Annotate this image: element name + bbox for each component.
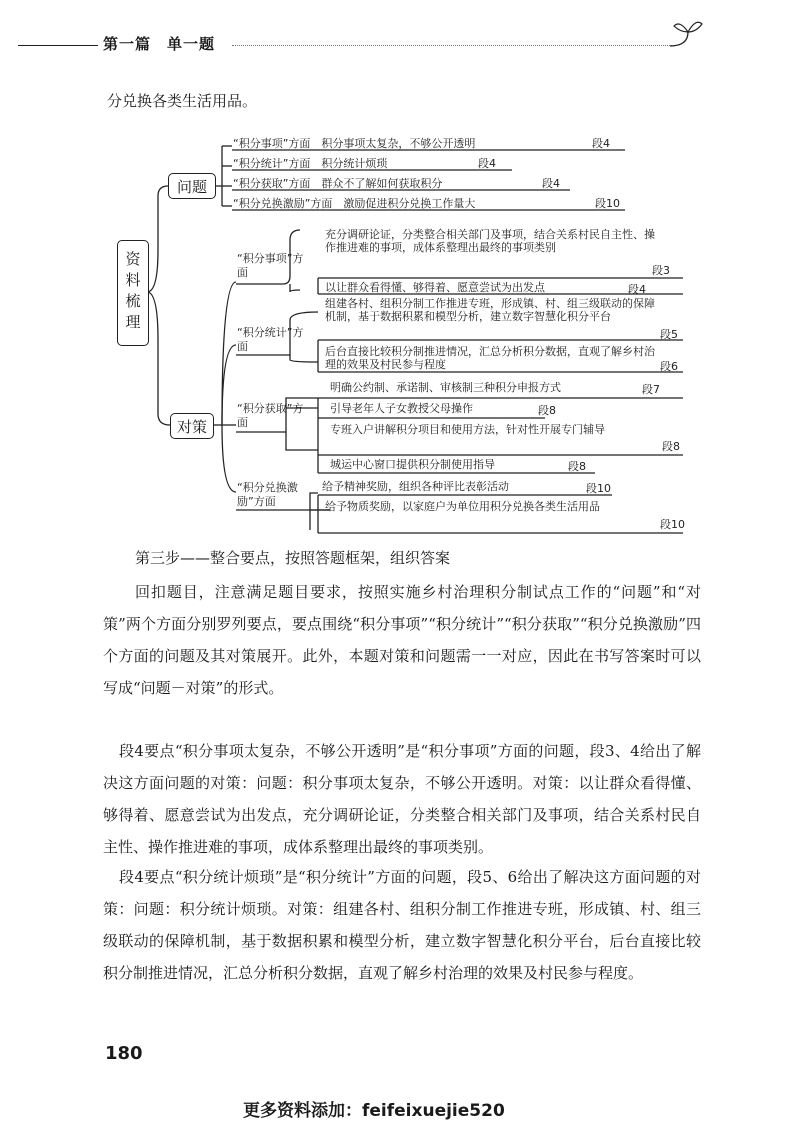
- intro-text: 分兑换各类生活用品。: [107, 92, 258, 110]
- paragraph-ref: 段10: [586, 482, 611, 495]
- problem-item: “积分统计”方面 积分统计烦琐: [233, 157, 388, 170]
- solution-item: 给予物质奖励，以家庭户为单位用积分兑换各类生活用品: [325, 500, 600, 513]
- solution-item: 专班入户讲解积分项目和使用方法，针对性开展专门辅导: [330, 423, 605, 436]
- paragraph-ref: 段4: [478, 157, 496, 170]
- page-number: 180: [105, 1043, 143, 1064]
- solution-category-label: “积分事项”方面: [237, 252, 304, 279]
- paragraph-ref: 段3: [652, 264, 670, 277]
- paragraph-ref: 段4: [542, 177, 560, 190]
- solution-category-label: “积分获取”方面: [237, 402, 304, 429]
- solution-category-label: “积分统计”方面: [237, 326, 304, 353]
- solutions-branch-node: 对策: [170, 413, 214, 439]
- paragraph-ref: 段4: [592, 137, 610, 150]
- paragraph-ref: 段5: [660, 328, 678, 341]
- problem-item: “积分兑换激励”方面 激励促进积分兑换工作量大: [233, 197, 476, 210]
- paragraph-ref: 段8: [662, 440, 680, 453]
- solution-item: 城运中心窗口提供积分制使用指导: [330, 458, 495, 471]
- paragraph-ref: 段10: [595, 197, 620, 210]
- running-header-title: 第一篇 单一题: [103, 35, 216, 53]
- paragraph-ref: 段8: [568, 460, 586, 473]
- paragraph-ref: 段4: [628, 283, 646, 296]
- solution-category-label: “积分兑换激励”方面: [237, 481, 298, 508]
- mindmap-root-node: 资料梳理: [117, 240, 149, 346]
- solution-item: 引导老年人子女教授父母操作: [330, 402, 473, 415]
- solution-item: 以让群众看得懂、够得着、愿意尝试为出发点: [325, 281, 545, 294]
- solution-item: 充分调研论证，分类整合相关部门及事项，结合关系村民自主性、操作推进难的事项，成体系整理出最终的事项类别: [325, 228, 655, 254]
- paragraph-ref: 段7: [642, 383, 660, 396]
- step3-heading: 第三步——整合要点，按照答题框架，组织答案: [135, 549, 451, 567]
- problems-branch-node: 问题: [168, 173, 216, 199]
- problem-item: “积分事项”方面 积分事项太复杂，不够公开透明: [233, 137, 476, 150]
- footer-watermark: 更多资料添加：feifeixuejie520: [243, 1101, 505, 1121]
- solution-item: 组建各村、组积分制工作推进专班，形成镇、村、组三级联动的保障机制，基于数据积累和模型分析，建立数字智慧化积分平台: [325, 297, 655, 323]
- body-paragraph: 段4要点“积分事项太复杂，不够公开透明”是“积分事项”方面的问题，段3、4给出了解决这方面问题的对策：问题：积分事项太复杂，不够公开透明。对策：以让群众看得懂、够得着、愿意尝试为出发点，充分调研论证，分类整合相关部门及事项，结合关系村民自主性、操作推进难的事项，成体系整理出最终的事项类别。: [103, 742, 701, 856]
- body-paragraph: 段4要点“积分统计烦琐”是“积分统计”方面的问题，段5、6给出了解决这方面问题的对策：问题：积分统计烦琐。对策：组建各村、组积分制工作推进专班，形成镇、村、组三级联动的保障机制，基于数据积累和模型分析，建立数字智慧化积分平台，后台直接比较积分制推进情况，汇总分析积分数据，直观了解乡村治理的效果及村民参与程度。: [103, 868, 701, 982]
- paragraph-ref: 段6: [660, 360, 678, 373]
- solution-item: 后台直接比较积分制推进情况，汇总分析积分数据，直观了解乡村治理的效果及村民参与程度: [325, 345, 655, 371]
- solution-item: 明确公约制、承诺制、审核制三种积分申报方式: [330, 381, 561, 394]
- solution-item: 给予精神奖励，组织各种评比表彰活动: [322, 480, 509, 493]
- problem-item: “积分获取”方面 群众不了解如何获取积分: [233, 177, 443, 190]
- paragraph-ref: 段8: [538, 404, 556, 417]
- body-paragraph: 回扣题目，注意满足题目要求，按照实施乡村治理积分制试点工作的“问题”和“对策”两个方面分别罗列要点，要点围绕“积分事项”“积分统计”“积分获取”“积分兑换激励”四个方面的问题及其对策展开。此外，本题对策和问题需一一对应，因此在书写答案时可以写成“问题－对策”的形式。: [103, 583, 701, 697]
- paragraph-ref: 段10: [660, 518, 685, 531]
